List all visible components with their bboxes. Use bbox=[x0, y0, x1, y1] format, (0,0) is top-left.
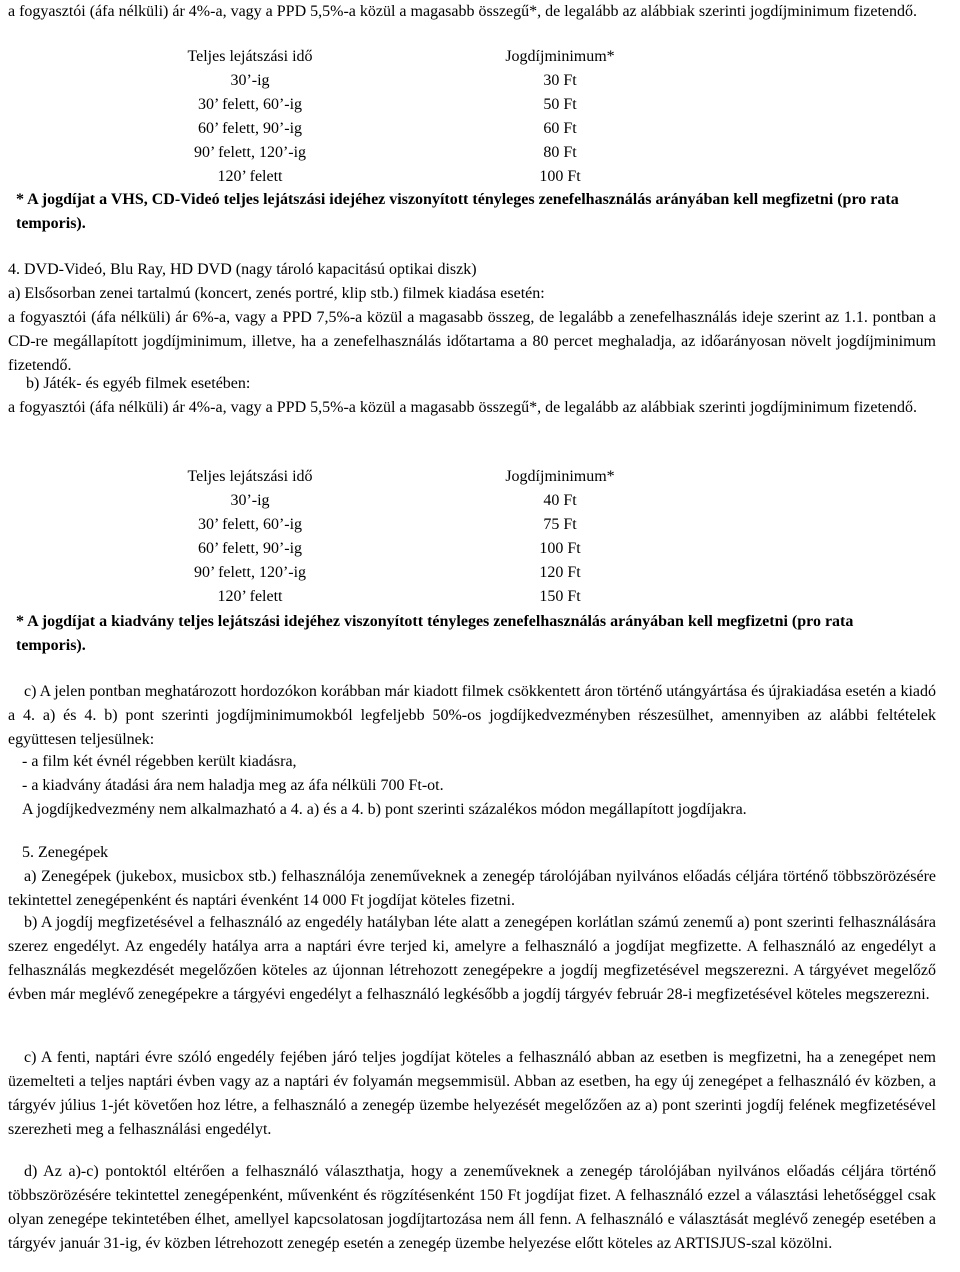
table-row bbox=[95, 537, 715, 561]
minimum-cell: 100 Ft bbox=[539, 540, 581, 557]
table-header-row bbox=[95, 465, 715, 489]
section-5a-text: a) Zenegépek (jukebox, musicbox stb.) felhasználója zeneműveknek a zenegép tárolójában nyilvános előadás céljára történő többszörözésére tekintettel zenegépenként és naptári évenként 14 000 Ft jogdíjat köteles fizetni. bbox=[8, 868, 936, 909]
minimum-cell: 40 Ft bbox=[543, 492, 577, 509]
section-5c-text: c) A fenti, naptári évre szóló engedély fejében járó teljes jogdíjat köteles a felhasználó abban az esetben is megfizetni, ha a zenegépet nem üzemelteti a teljes naptári évben vagy az a naptári év folyamán megsemmisül. Abban az esetben, ha egy új zenegépet a felhasználó év közben, a tárgyév július 1-jét követően hoz létre, a felhasználó a zenegép üzembe helyezését megelőzően az a) pont szerinti jogdíj felének megfizetésével szerezheti meg a felhasználási engedélyt. bbox=[8, 1049, 936, 1138]
section-4a-heading: a) Elsősorban zenei tartalmú (koncert, zenés portré, klip stb.) filmek kiadása esetén: bbox=[8, 285, 545, 302]
minimum-cell: 150 Ft bbox=[539, 588, 581, 605]
duration-cell: 60’ felett, 90’-ig bbox=[197, 540, 303, 557]
duration-cell: 30’ felett, 60’-ig bbox=[197, 96, 303, 113]
duration-cell: 120’ felett bbox=[217, 588, 283, 605]
duration-cell: 30’-ig bbox=[230, 492, 270, 509]
condition-1: - a film két évnél régebben került kiadásra, bbox=[22, 753, 297, 770]
minimum-cell: 60 Ft bbox=[543, 120, 577, 137]
duration-cell: 60’ felett, 90’-ig bbox=[197, 120, 303, 137]
section-4-title: 4. DVD-Videó, Blu Ray, HD DVD (nagy tároló kapacitású optikai diszk) bbox=[8, 261, 477, 278]
minimum-cell: 100 Ft bbox=[539, 168, 581, 185]
fee-table-1 bbox=[95, 45, 715, 189]
table-row bbox=[95, 561, 715, 585]
table-row bbox=[95, 489, 715, 513]
table-header-row bbox=[95, 45, 715, 69]
table-row bbox=[95, 93, 715, 117]
section-5d-text: d) Az a)-c) pontoktól eltérően a felhasználó választhatja, hogy a zeneműveknek a zenegép tárolójában nyilvános előadás céljára történő többszörözésére tekintettel zenegépenként, művenként és rögzítésenként 150 Ft jogdíjat fizet. A felhasználó ezzel a választási lehetőséggel csak olyan zenegépe tekintetében élhet, amellyel kapcsolatosan jogdíjtartozása nem áll fenn. A felhasználó e választását meglévő zenegép esetében a tárgyév január 31-ig, év közben létrehozott zenegép esetén a zenegép üzembe helyezése előtt köteles az ARTISJUS-szal közölni. bbox=[8, 1163, 936, 1252]
condition-2: - a kiadvány átadási ára nem haladja meg az áfa nélküli 700 Ft-ot. bbox=[22, 777, 444, 794]
column-header-duration: Teljes lejátszási idő bbox=[187, 468, 313, 485]
section-4b-heading: b) Játék- és egyéb filmek esetében: bbox=[26, 375, 251, 392]
column-header-minimum: Jogdíjminimum* bbox=[505, 468, 615, 485]
duration-cell: 120’ felett bbox=[217, 168, 283, 185]
table-2-footnote: * A jogdíjat a kiadvány teljes lejátszási idejéhez viszonyított tényleges zenefelhasználás arányában kell megfizetni (pro rata temporis). bbox=[16, 613, 854, 654]
duration-cell: 90’ felett, 120’-ig bbox=[193, 144, 307, 161]
minimum-cell: 50 Ft bbox=[543, 96, 577, 113]
minimum-cell: 80 Ft bbox=[543, 144, 577, 161]
table-row bbox=[95, 165, 715, 189]
column-header-duration: Teljes lejátszási idő bbox=[187, 48, 313, 65]
minimum-cell: 75 Ft bbox=[543, 516, 577, 533]
table-row bbox=[95, 513, 715, 537]
column-header-minimum: Jogdíjminimum* bbox=[505, 48, 615, 65]
fee-table-2 bbox=[95, 465, 715, 609]
section-4c-text: c) A jelen pontban meghatározott hordozókon korábban már kiadott filmek csökkentett áron történő utángyártása és újrakiadása esetén a kiadó a 4. a) és 4. b) pont szerinti jogdíjminimumokból legfeljebb 50%-os jogdíjkedvezményben részesülhet, amennyiben az alábbi feltételek együttesen teljesülnek: bbox=[8, 683, 936, 748]
table-row bbox=[95, 117, 715, 141]
intro-paragraph: a fogyasztói (áfa nélküli) ár 4%-a, vagy a PPD 5,5%-a közül a magasabb összegű*, de legalább az alábbiak szerinti jogdíjminimum fizetendő. bbox=[8, 3, 918, 20]
table-row bbox=[95, 585, 715, 609]
duration-cell: 90’ felett, 120’-ig bbox=[193, 564, 307, 581]
table-row bbox=[95, 69, 715, 93]
section-4b-text: a fogyasztói (áfa nélküli) ár 4%-a, vagy a PPD 5,5%-a közül a magasabb összegű*, de legalább az alábbiak szerinti jogdíjminimum fizetendő. bbox=[8, 399, 918, 416]
discount-closing: A jogdíjkedvezmény nem alkalmazható a 4. a) és a 4. b) pont szerinti százalékos módon megállapított jogdíjakra. bbox=[22, 801, 747, 818]
duration-cell: 30’ felett, 60’-ig bbox=[197, 516, 303, 533]
duration-cell: 30’-ig bbox=[230, 72, 270, 89]
section-5-title: 5. Zenegépek bbox=[22, 844, 109, 861]
section-4a-text: a fogyasztói (áfa nélküli) ár 6%-a, vagy a PPD 7,5%-a közül a magasabb összeg, de legalább a zenefelhasználás ideje szerint az 1.1. pontban a CD-re megállapított jogdíjminimum, illetve, ha a zenefelhasználás időtartama a 80 percet meghaladja, az időarányosan növelt jogdíjminimum fizetendő. bbox=[8, 309, 936, 374]
minimum-cell: 30 Ft bbox=[543, 72, 577, 89]
table-row bbox=[95, 141, 715, 165]
section-5b-text: b) A jogdíj megfizetésével a felhasználó az engedély hatályban léte alatt a zenegépen korlátlan számú zenemű a) pont szerinti felhasználására szerez engedélyt. Az engedély hatálya arra a naptári évre terjed ki, amelyre a felhasználó a jogdíjat megfizette. A felhasználó az engedélyt a felhasználás megkezdését megelőzően köteles az újonnan létrehozott zenegépekre a jogdíj megfizetésével megszerezni. A tárgyévet megelőző évben már meglévő zenegépekre a tárgyévi engedélyt a felhasználó legkésőbb a jogdíj tárgyév február 28-i megfizetésével köteles megszerezni. bbox=[8, 914, 936, 1003]
minimum-cell: 120 Ft bbox=[539, 564, 581, 581]
table-1-footnote: * A jogdíjat a VHS, CD-Videó teljes lejátszási idejéhez viszonyított tényleges zenefelhasználás arányában kell megfizetni (pro rata temporis). bbox=[16, 191, 899, 232]
